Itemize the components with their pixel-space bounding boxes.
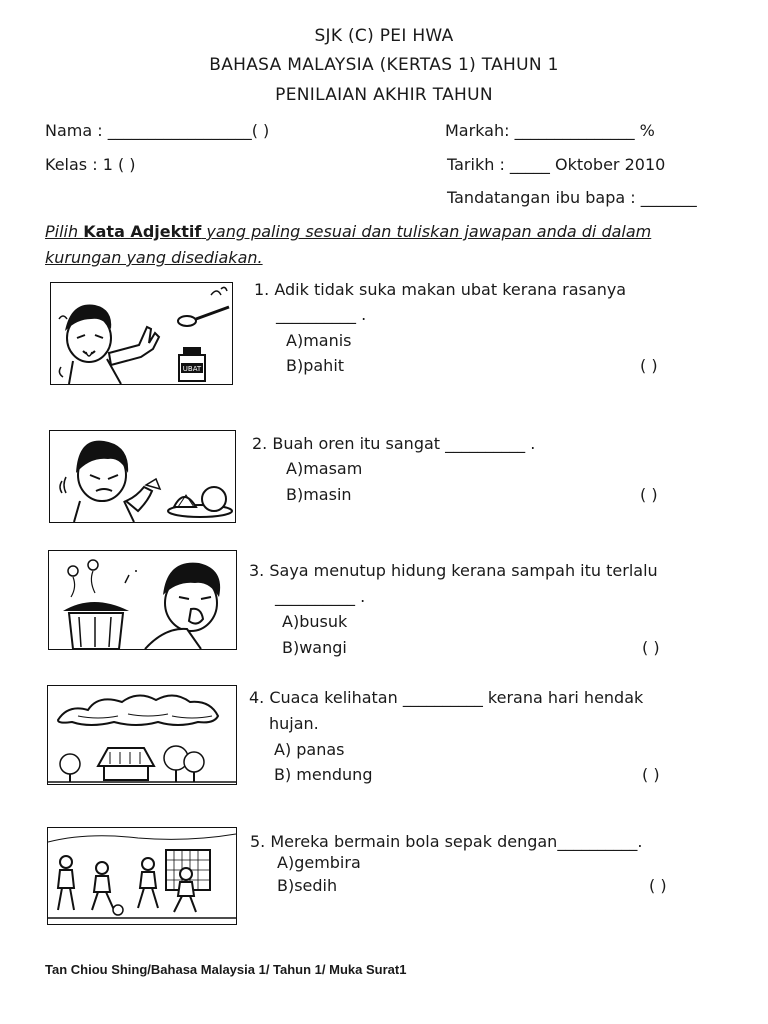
- instruction-rest: yang paling sesuai dan tuliskan jawapan anda di dalam kurungan yang disediakan.: [45, 222, 652, 267]
- q3-option-a: A)busuk: [282, 612, 348, 631]
- q3-answer-box[interactable]: ( ): [642, 638, 660, 657]
- q4-option-a: A) panas: [274, 740, 345, 759]
- q2-illustration: [49, 430, 236, 523]
- q4-continuation: hujan.: [269, 714, 319, 733]
- q3-text: 3. Saya menutup hidung kerana sampah itu terlalu: [249, 561, 658, 580]
- q2-answer-box[interactable]: ( ): [640, 485, 658, 504]
- q3-blank: __________ .: [275, 587, 366, 606]
- q1-blank: __________ .: [276, 305, 367, 324]
- q1-answer-box[interactable]: ( ): [640, 356, 658, 375]
- q4-option-b: B) mendung: [274, 765, 373, 784]
- q4-text: 4. Cuaca kelihatan __________ kerana hari hendak: [249, 688, 644, 707]
- marks-field[interactable]: Markah: _______________ %: [445, 121, 655, 140]
- class-field[interactable]: Kelas : 1 ( ): [45, 155, 136, 174]
- q1-option-b: B)pahit: [286, 356, 345, 375]
- q1-illustration: [50, 282, 233, 385]
- q5-text: 5. Mereka bermain bola sepak dengan__________.: [250, 832, 643, 851]
- q3-option-b: B)wangi: [282, 638, 347, 657]
- q1-option-a: A)manis: [286, 331, 352, 350]
- q4-illustration: [47, 685, 237, 785]
- q2-option-a: A)masam: [286, 459, 363, 478]
- q3-illustration: [48, 550, 237, 650]
- page-footer: Tan Chiou Shing/Bahasa Malaysia 1/ Tahun 1/ Muka Surat1: [45, 962, 407, 977]
- school-name: SJK (C) PEI HWA: [314, 26, 454, 46]
- q5-answer-box[interactable]: ( ): [649, 876, 667, 895]
- instruction-prefix: Pilih: [45, 222, 84, 241]
- parent-signature-field[interactable]: Tandatangan ibu bapa : _______: [447, 188, 697, 207]
- instruction: [45, 219, 705, 271]
- name-field[interactable]: Nama : __________________( ): [45, 121, 270, 140]
- q4-answer-box[interactable]: ( ): [642, 765, 660, 784]
- exam-subject: BAHASA MALAYSIA (KERTAS 1) TAHUN 1: [209, 55, 559, 75]
- date-field[interactable]: Tarikh : _____ Oktober 2010: [447, 155, 666, 174]
- instruction-keyword: Kata Adjektif: [83, 222, 202, 241]
- q1-text: 1. Adik tidak suka makan ubat kerana rasanya: [254, 280, 627, 299]
- exam-title: PENILAIAN AKHIR TAHUN: [275, 85, 493, 105]
- q5-illustration: [47, 827, 237, 925]
- q2-text: 2. Buah oren itu sangat __________ .: [252, 434, 536, 453]
- q5-option-a: A)gembira: [277, 853, 361, 872]
- q2-option-b: B)masin: [286, 485, 352, 504]
- q5-option-b: B)sedih: [277, 876, 338, 895]
- medicine-bottle-label: UBAT: [182, 365, 202, 373]
